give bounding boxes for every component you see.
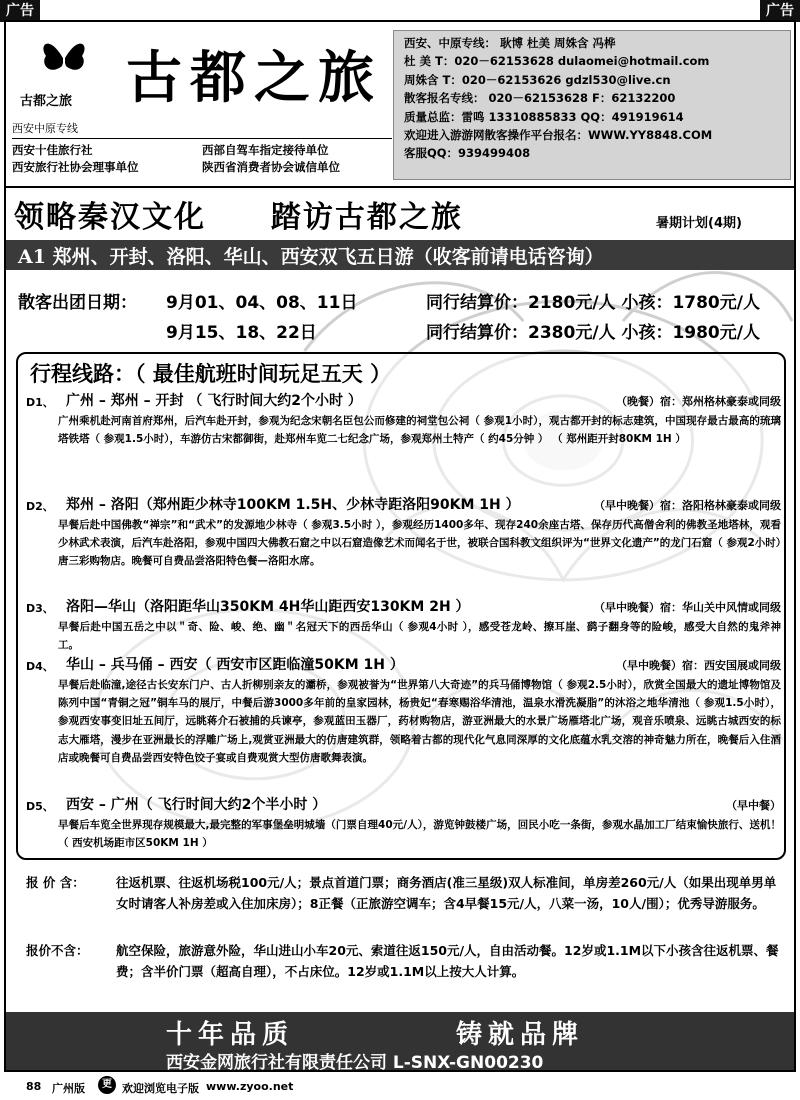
contact-line: 散客报名专线： 020－62153628 F：62132200 [404, 91, 676, 106]
headline-left: 领略秦汉文化 [14, 200, 206, 235]
day-number: D1、 [26, 396, 54, 409]
company-name: 西安金网旅行社有限责任公司 L-SNX-GN00230 [166, 1053, 544, 1072]
contact-line: 质量总监：雷鸣 13310885833 QQ：491919614 [404, 109, 684, 124]
itinerary-box [16, 352, 786, 860]
day-route: 广州 – 郑州 – 开封 （ 飞行时间大约2个小时 ） [66, 393, 362, 409]
brand-subtitle: 西安中原专线 [12, 122, 78, 135]
ad-frame [4, 20, 796, 1072]
slogan-left: 十年品质 [166, 1020, 295, 1050]
affiliation: 陕西省消费者协会诚信单位 [202, 160, 340, 174]
price-excludes [26, 940, 786, 982]
itinerary-day [26, 794, 781, 852]
day-route: 洛阳—华山（洛阳距华山350KM 4H华山距西安130KM 2H ） [66, 599, 470, 615]
departure-label: 散客出团日期： [18, 293, 137, 313]
day-number: D3、 [26, 602, 54, 615]
day-route: 华山 – 兵马俑 – 西安（ 西安市区距临潼50KM 1H ） [66, 657, 404, 673]
itinerary-day [26, 494, 781, 571]
contact-box [393, 30, 791, 180]
ad-label-right: 广告 [760, 0, 800, 22]
departure-price: 同行结算价：2380元/人 小孩：1980元/人 [426, 323, 760, 343]
day-description: 广州乘机赴河南首府郑州，后汽车赴开封，参观为纪念宋朝名臣包公而修建的祠堂包公祠（ 参观1小时），观古都开封的标志建筑，中国现存最古最高的琉璃塔铁塔（ 参观1.5小时），车游仿古宋都御街，赴郑州车览二七纪念广场，参观郑州土特产（ 约45分钟 ） （ 郑州距开封80KM 1H ） [58, 415, 781, 446]
bottom-bar [0, 1074, 800, 1100]
summer-plan-tag: 暑期计划(4期) [656, 216, 742, 231]
brand-title: 古都之旅 [126, 45, 382, 111]
day-number: D4、 [26, 660, 54, 673]
day-meals: （晚餐）宿：郑州格林豪泰或同级 [616, 395, 781, 408]
day-description: 早餐后赴临潼,途径古长安东门户、古人折柳别亲友的灞桥，参观被誉为“世界第八大奇迹”的兵马俑博物馆（ 参观2.5小时），欣赏全国最大的遗址博物馆及陈列中国“青铜之冠”铜车马的展厅，中餐后游3000多年前的皇家园林，杨贵妃“春寒赐浴华清池，温泉水滑洗凝脂”的沐浴之地华清池（ 参观1.5小时），参观西安事变旧址五间厅，远眺蒋介石被捕的兵谏亭，参观蓝田玉器厂，药材购物店，游亚洲最大的水景广场雁塔北广场，观音乐喷泉、远眺古城西安的标志大雁塔，漫步在亚洲最长的浮雕广场上,观赏亚洲最大的仿唐建筑群，领略着古都的现代化气息同深厚的文化底蕴水乳交溶的神奇魅力所在，晚餐后入住酒店或晚餐可自费品尝西安特色饺子宴或自费观赏大型仿唐歌舞表演。 [58, 679, 781, 764]
day-number: D5、 [26, 800, 54, 813]
route-title: A1 郑州、开封、洛阳、华山、西安双飞五日游（收客前请电话咨询） [18, 246, 604, 268]
website-link[interactable]: www.zyoo.net [206, 1080, 294, 1093]
departure-price: 同行结算价：2180元/人 小孩：1780元/人 [426, 293, 760, 313]
page-number: 88 [26, 1080, 42, 1093]
departure-dates: 9月01、04、08、11日 [166, 293, 358, 313]
day-number: D2、 [26, 500, 54, 513]
day-route: 郑州 – 洛阳（郑州距少林寺100KM 1.5H、少林寺距洛阳90KM 1H ） [66, 497, 520, 513]
header [6, 22, 794, 188]
contact-line: 欢迎进入游游网散客操作平台报名：WWW.YY8848.COM [404, 128, 713, 143]
day-meals: （早中晚餐）宿：华山关中风情或同级 [594, 601, 781, 614]
affiliation: 西安十佳旅行社 [12, 143, 93, 157]
itinerary-title: 行程线路：（ 最佳航班时间玩足五天 ） [30, 362, 392, 386]
slogan-right: 铸就品牌 [456, 1020, 585, 1050]
itinerary-day [26, 654, 781, 767]
e-edition-promo: 欢迎浏览电子版 [122, 1082, 199, 1095]
affiliations-left [12, 142, 139, 176]
price-includes [26, 872, 786, 914]
day-description: 早餐后赴中国佛教“禅宗”和“武术”的发源地少林寺（ 参观3.5小时 ），参观经历1400多年、现存240余座古塔、保存历代高僧舍利的佛教圣地塔林，观看少林武术表演，后汽车赴洛阳，参观中国四大佛教石窟之中以石窟造像艺术而闻名于世，被联合国科教文组织评为“世界文化遗产”的龙门石窟（ 参观2小时）唐三彩购物店。晚餐可自费品尝洛阳特色餐—洛阳水席。 [58, 519, 782, 568]
headline [14, 192, 463, 236]
contact-line: 西安、中原专线： 耿博 杜美 周姝含 冯桦 [404, 36, 616, 50]
footer-banner [6, 1012, 794, 1072]
butterfly-logo-icon [36, 30, 92, 86]
contact-line: 客服QQ：939499408 [404, 146, 531, 161]
affiliation: 西安旅行社协会理事单位 [12, 160, 139, 174]
logo-caption: 古都之旅 [20, 94, 73, 109]
contact-line: 杜 美 T：020－62153628 dulaomei@hotmail.com [404, 54, 710, 69]
headline-right: 踏访古都之旅 [270, 200, 463, 235]
price-includes-label: 报 价 含： [26, 875, 85, 890]
price-includes-text: 往返机票、往返机场税100元/人；景点首道门票；商务酒店(准三星级)双人标准间，单房差260元/人（如果出现单男单女时请客人补房差或入住加床房）；8正餐（正旅游空调车；含4早餐15元/人，八菜一汤，10人/围）；优秀导游服务。 [116, 875, 777, 911]
affiliation: 西部自驾车指定接待单位 [202, 143, 329, 157]
edition-label: 广州版 [52, 1082, 85, 1095]
header-divider [12, 138, 392, 139]
itinerary-day [26, 390, 781, 448]
itinerary-day [26, 596, 781, 654]
route-title-bar [6, 240, 794, 270]
contact-line: 周姝含 T：020－62153626 gdzl530@live.cn [404, 72, 671, 87]
departure-dates: 9月15、18、22日 [166, 323, 317, 343]
affiliations-right [202, 142, 340, 176]
day-description: 早餐后赴中国五岳之中以＂奇、险、峻、绝、幽＂名冠天下的西岳华山（ 参观4小时 ），感受苍龙岭、擦耳崖、鹞子翻身等的险峻，感受大自然的鬼斧神工。 [58, 621, 781, 652]
price-excludes-label: 报价不含： [26, 943, 89, 958]
day-meals: （早中晚餐）宿：洛阳格林豪泰或同级 [594, 499, 781, 512]
price-excludes-text: 航空保险，旅游意外险，华山进山小车20元、索道往返150元/人，自由活动餐。12岁或1.1M以下小孩含往返机票、餐费；含半价门票（超高自理），不占床位。12岁或1.1M以上按大人计算。 [116, 943, 779, 979]
ad-label-left: 广告 [0, 0, 40, 22]
day-route: 西安 – 广州（ 飞行时间大约2个半小时 ） [66, 797, 327, 813]
day-meals: （早中晚餐）宿：西安国展或同级 [616, 659, 781, 672]
day-description: 早餐后车览全世界现存规模最大,最完整的军事堡垒明城墙（门票自理40元/人），游览钟鼓楼广场，回民小吃一条街，参观水晶加工厂结束愉快旅行、送机！ （ 西安机场距市区50KM 1H ） [58, 819, 781, 850]
edition-badge-icon: 更 [98, 1076, 116, 1094]
day-meals: （早中餐） [726, 799, 781, 812]
